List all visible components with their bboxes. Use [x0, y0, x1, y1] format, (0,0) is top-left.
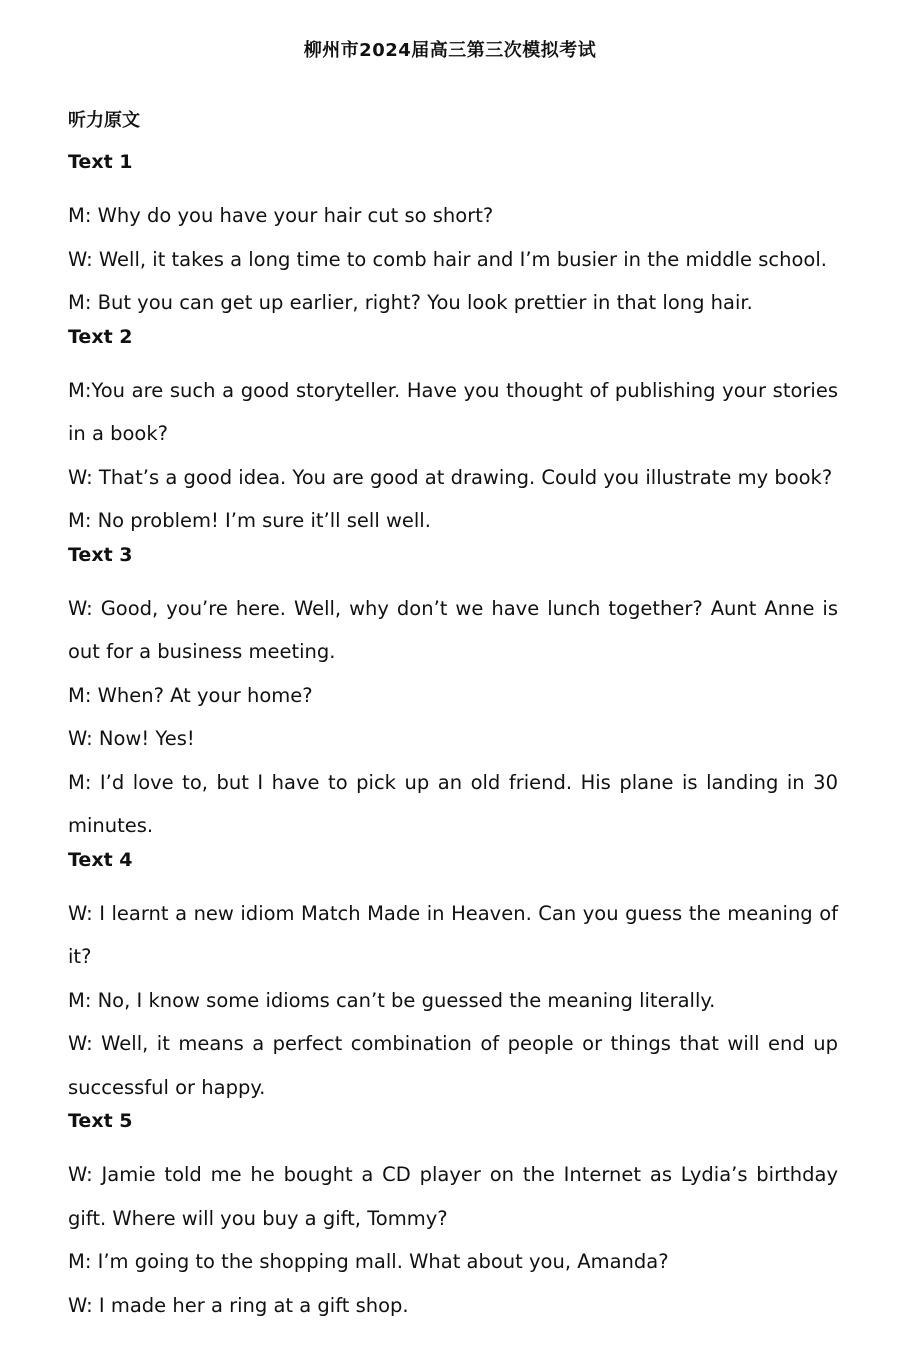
- dialogue-line: M: But you can get up earlier, right? You look prettier in that long hair.: [68, 291, 753, 314]
- listening-transcript: [68, 150, 838, 1327]
- dialogue-line: M: Why do you have your hair cut so short?: [68, 204, 494, 227]
- document-title: 柳州市2024届高三第三次模拟考试: [303, 40, 597, 61]
- text-heading: Text 4: [68, 848, 133, 871]
- text-block-3: [68, 543, 838, 848]
- dialogue-line: M: When? At your home?: [68, 683, 313, 707]
- dialogue-line: W: I made her a ring at a gift shop.: [68, 1293, 409, 1317]
- text-block-5: [68, 1109, 838, 1327]
- dialogue-line: M: No, I know some idioms can’t be guessed the meaning literally.: [68, 988, 716, 1012]
- text-block-1: [68, 150, 838, 325]
- section-label: 听力原文: [68, 110, 140, 131]
- text-block-2: [68, 325, 838, 543]
- text-block-4: [68, 848, 838, 1110]
- dialogue-line: W: Well, it takes a long time to comb hair and I’m busier in the middle school.: [68, 247, 827, 271]
- dialogue-line: W: Well, it means a perfect combination of people or things that will end up successful or happy.: [68, 1032, 838, 1099]
- text-heading: Text 3: [68, 543, 133, 566]
- dialogue-line: W: I learnt a new idiom Match Made in Heaven. Can you guess the meaning of it?: [68, 901, 838, 968]
- dialogue-line: W: Now! Yes!: [68, 727, 195, 750]
- dialogue-line: M: I’m going to the shopping mall. What about you, Amanda?: [68, 1250, 669, 1273]
- dialogue-line: W: Jamie told me he bought a CD player on the Internet as Lydia’s birthday gift. Where will you buy a gift, Tommy?: [68, 1163, 838, 1230]
- text-heading: Text 5: [68, 1110, 133, 1132]
- dialogue-line: M: No problem! I’m sure it’ll sell well.: [68, 509, 431, 532]
- text-heading: Text 1: [68, 151, 133, 173]
- dialogue-line: W: That’s a good idea. You are good at drawing. Could you illustrate my book?: [68, 465, 833, 489]
- dialogue-line: M: I’d love to, but I have to pick up an old friend. His plane is landing in 30 minutes.: [68, 770, 838, 837]
- text-heading: Text 2: [68, 325, 133, 348]
- dialogue-line: W: Good, you’re here. Well, why don’t we have lunch together? Aunt Anne is out for a business meeting.: [68, 596, 838, 663]
- dialogue-line: M:You are such a good storyteller. Have you thought of publishing your stories in a book?: [68, 378, 838, 445]
